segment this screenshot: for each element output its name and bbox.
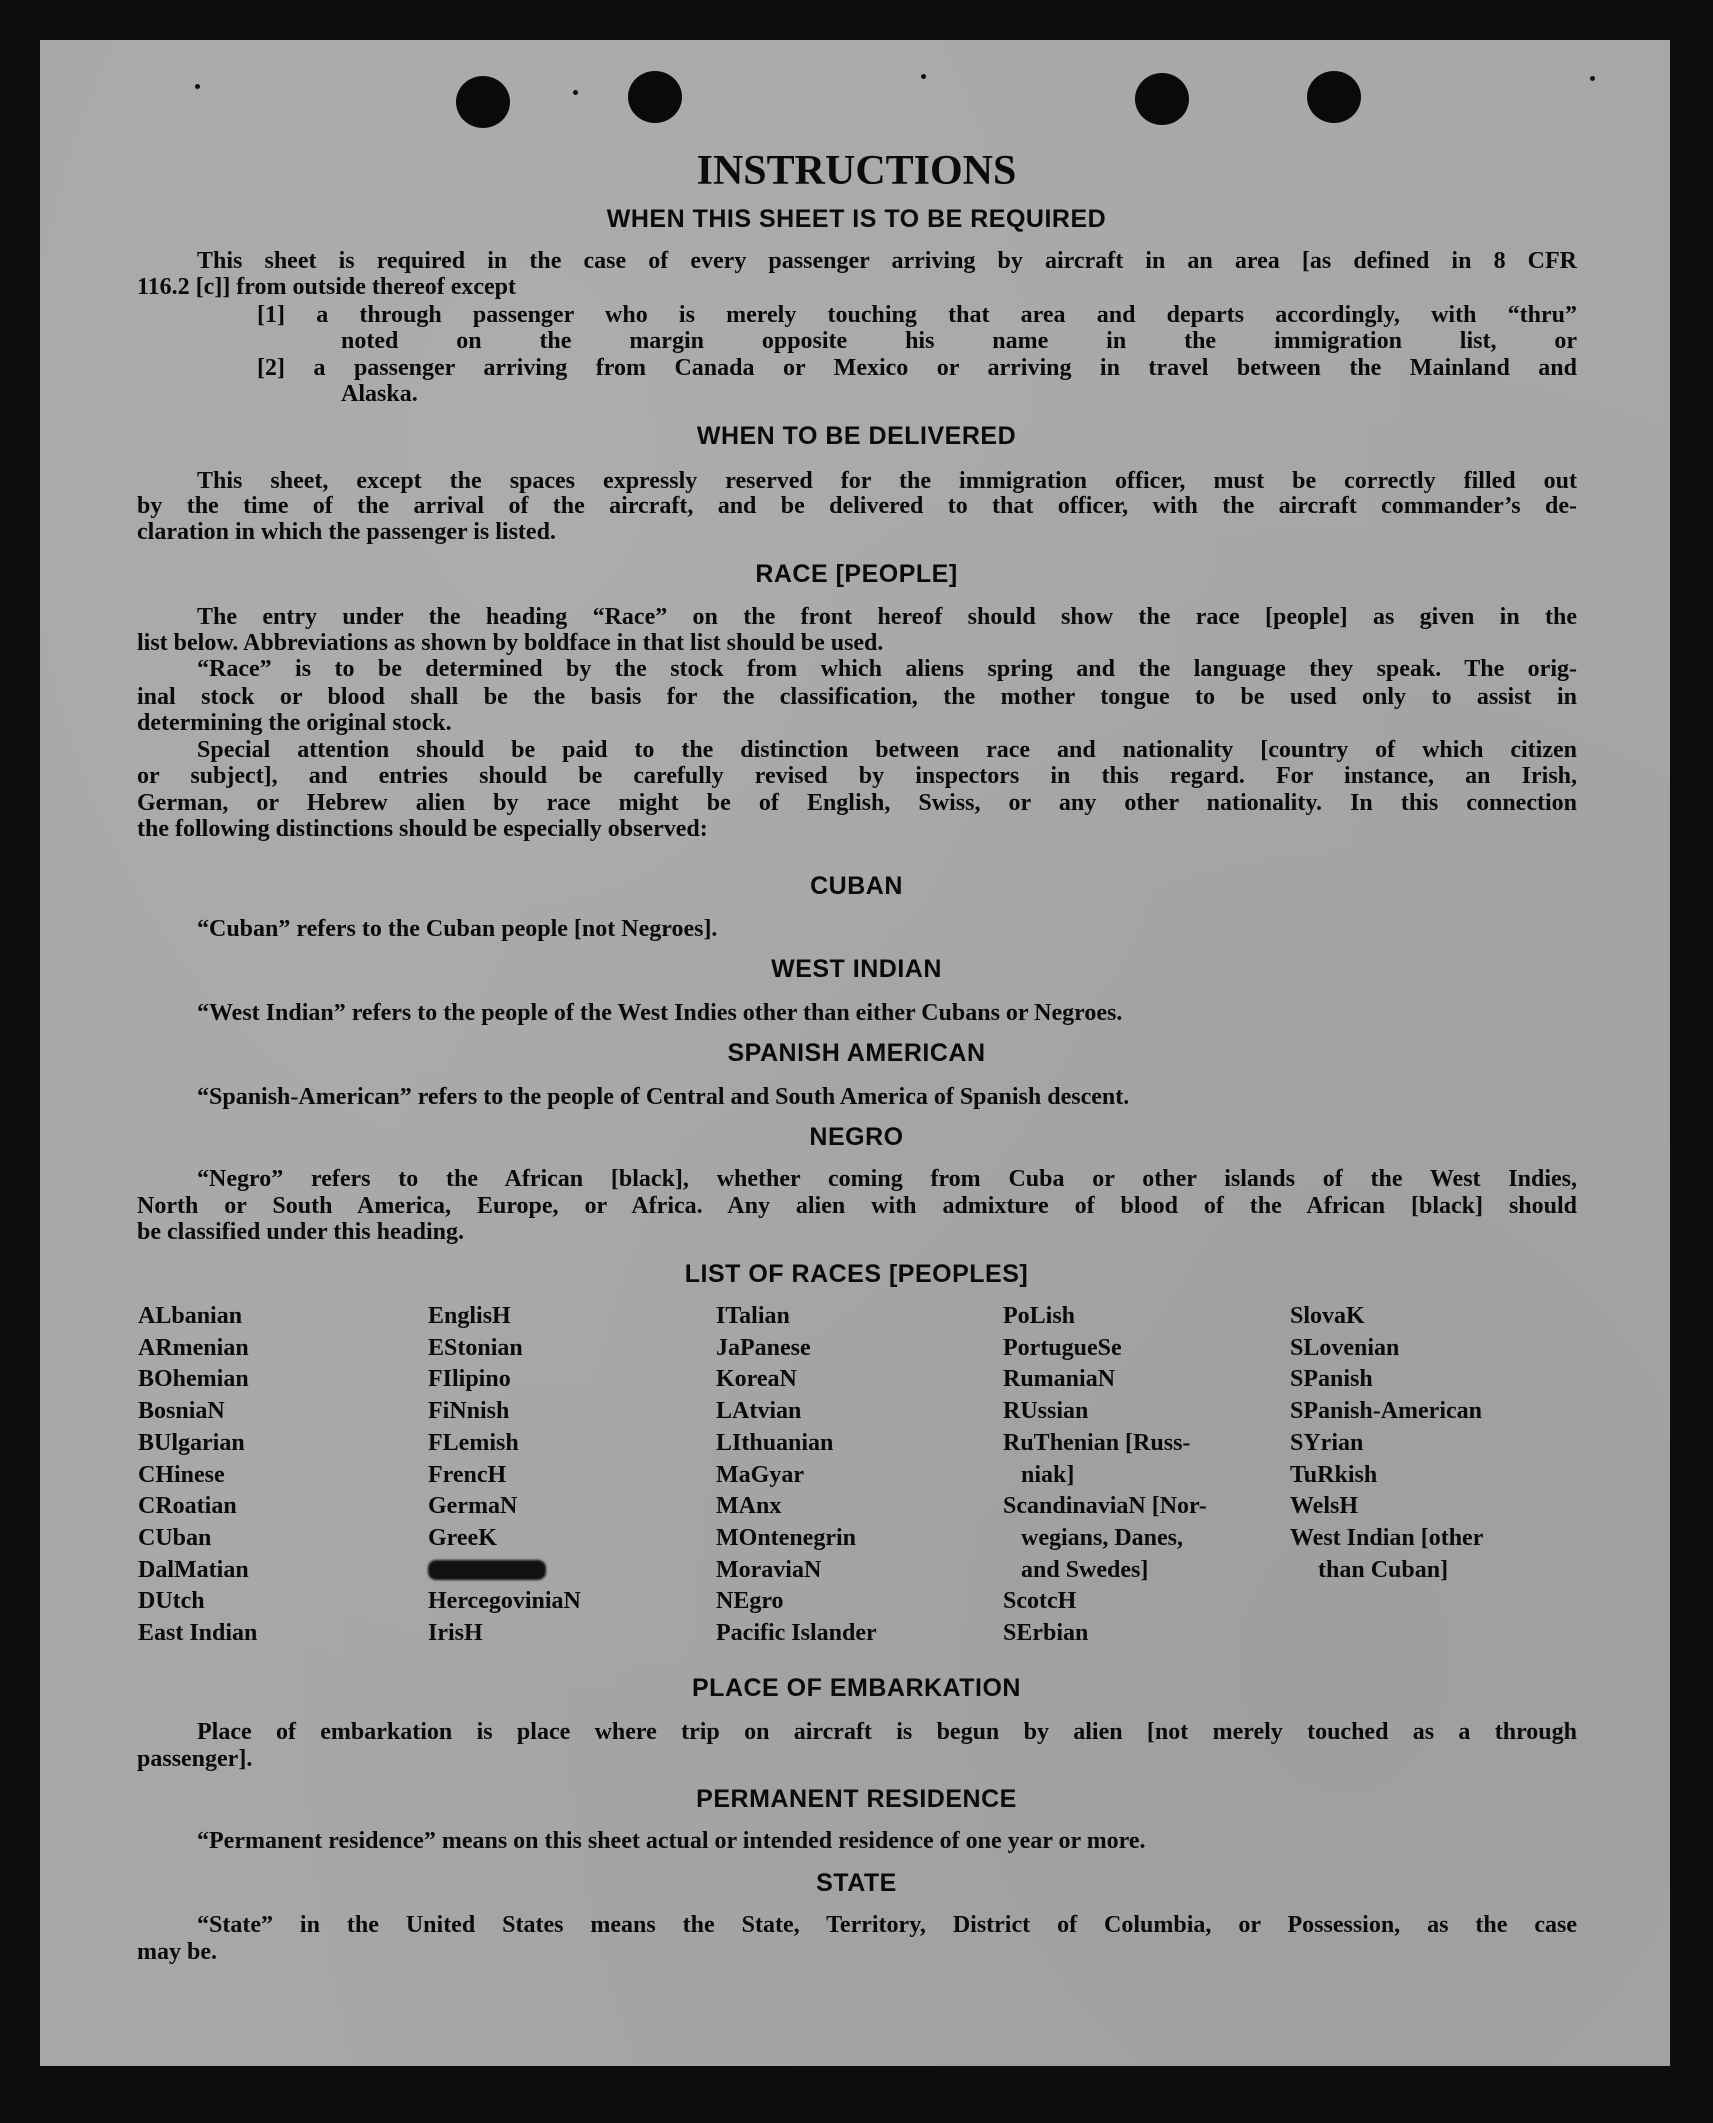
heading-state: STATE: [816, 1869, 897, 1897]
race-entry-continuation: than Cuban]: [1318, 1556, 1449, 1583]
text-line: “Spanish-American” refers to the people of Central and South America of Spanish descent.: [197, 1084, 1130, 1110]
race-entry: MaGyar: [716, 1461, 804, 1488]
heading-delivered: WHEN TO BE DELIVERED: [696, 422, 1017, 450]
race-entry: MOntenegrin: [716, 1524, 856, 1551]
list-item-line: [2] a passenger arriving from Canada or Mexico or arriving in travel between the Mainland and: [257, 355, 1577, 381]
heading-west-indian: WEST INDIAN: [771, 955, 942, 983]
race-entry: Pacific Islander: [716, 1620, 877, 1646]
text-line: Special attention should be paid to the distinction between race and nationality [country of which citizen: [197, 737, 1577, 763]
race-entry: West Indian [other: [1290, 1524, 1484, 1551]
race-entry: MAnx: [716, 1493, 782, 1520]
race-entry: PoLish: [1003, 1303, 1076, 1329]
race-entry: ScotcH: [1003, 1588, 1077, 1615]
race-entry: SPanish: [1290, 1366, 1373, 1393]
race-entry: NEgro: [716, 1588, 784, 1615]
race-entry: BosniaN: [138, 1398, 225, 1425]
race-entry: CRoatian: [138, 1493, 237, 1520]
race-entry: LIthuanian: [716, 1429, 834, 1456]
text-line: passenger].: [137, 1746, 253, 1772]
race-entry: KoreaN: [716, 1366, 797, 1393]
text-line: “Cuban” refers to the Cuban people [not Negroes].: [197, 916, 718, 942]
race-entry: GreeK: [428, 1524, 497, 1551]
race-entry: BOhemian: [138, 1366, 249, 1393]
race-entry: CUban: [138, 1524, 212, 1551]
punch-hole: [456, 76, 510, 128]
race-entry: JaPanese: [716, 1334, 811, 1361]
heading-residence: PERMANENT RESIDENCE: [696, 1785, 1017, 1813]
race-entry: East Indian: [138, 1620, 258, 1646]
list-item-line: noted on the margin opposite his name in the immigration list, or: [341, 328, 1577, 354]
race-entry-continuation: niak]: [1021, 1461, 1075, 1488]
heading-spanish-american: SPANISH AMERICAN: [727, 1039, 986, 1067]
race-entry: ALbanian: [138, 1303, 243, 1329]
list-item-line: Alaska.: [341, 381, 418, 407]
race-entry: SlovaK: [1290, 1303, 1365, 1329]
race-entry: PortugueSe: [1003, 1334, 1122, 1361]
race-entry: SErbian: [1003, 1620, 1089, 1646]
text-line: North or South America, Europe, or Africa. Any alien with admixture of blood of the African [black] should: [137, 1193, 1577, 1219]
race-entry: FiNnish: [428, 1398, 510, 1425]
speck: [195, 84, 200, 89]
text-line: “Race” is to be determined by the stock from which aliens spring and the language they speak. The orig-: [197, 656, 1577, 682]
race-entry-continuation: wegians, Danes,: [1021, 1524, 1184, 1551]
race-entry: EnglisH: [428, 1303, 511, 1329]
heading-race: RACE [PEOPLE]: [755, 560, 958, 588]
text-line: “Negro” refers to the African [black], whether coming from Cuba or other islands of the West Indies,: [197, 1166, 1577, 1192]
text-line: The entry under the heading “Race” on the front hereof should show the race [people] as given in the: [197, 604, 1577, 630]
text-line: “Permanent residence” means on this sheet actual or intended residence of one year or more.: [197, 1828, 1146, 1854]
text-line: This sheet is required in the case of every passenger arriving by aircraft in an area [as defined in 8 CFR: [197, 248, 1577, 274]
text-line: the following distinctions should be especially observed:: [137, 816, 708, 842]
race-entry: MoraviaN: [716, 1556, 822, 1583]
heading-cuban: CUBAN: [810, 872, 903, 900]
race-entry: DalMatian: [138, 1556, 249, 1583]
race-entry: IrisH: [428, 1620, 483, 1646]
text-line: be classified under this heading.: [137, 1219, 464, 1245]
speck: [573, 90, 578, 95]
text-line: by the time of the arrival of the aircraft, and be delivered to that officer, with the aircraft commander’s de-: [137, 493, 1577, 519]
race-entry: HercegoviniaN: [428, 1588, 581, 1615]
race-entry: SLovenian: [1290, 1334, 1400, 1361]
race-entry: SYrian: [1290, 1429, 1364, 1456]
race-entry: EStonian: [428, 1334, 523, 1361]
race-entry: FrencH: [428, 1461, 507, 1488]
race-entry: CHinese: [138, 1461, 225, 1488]
race-entry: WelsH: [1290, 1493, 1359, 1520]
text-line: “West Indian” refers to the people of the West Indies other than either Cubans or Negroes.: [197, 1000, 1123, 1026]
redaction-mark: [428, 1560, 546, 1580]
race-entry: ARmenian: [138, 1334, 249, 1361]
race-entry: RumaniaN: [1003, 1366, 1116, 1393]
race-entry: FIlipino: [428, 1366, 511, 1393]
heading-list-of-races: LIST OF RACES [PEOPLES]: [684, 1260, 1029, 1288]
race-entry: GermaN: [428, 1493, 518, 1520]
race-entry: RuThenian [Russ-: [1003, 1429, 1191, 1456]
text-line: “State” in the United States means the State, Territory, District of Columbia, or Possession, as the case: [197, 1912, 1577, 1938]
text-line: determining the original stock.: [137, 710, 452, 736]
heading-embarkation: PLACE OF EMBARKATION: [692, 1674, 1021, 1702]
race-entry: DUtch: [138, 1588, 205, 1615]
punch-hole: [1307, 71, 1361, 123]
text-line: or subject], and entries should be carefully revised by inspectors in this regard. For instance, an Irish,: [137, 763, 1577, 789]
race-entry: ITalian: [716, 1303, 790, 1329]
list-item-line: [1] a through passenger who is merely touching that area and departs accordingly, with “thru”: [257, 302, 1577, 328]
race-entry: ScandinaviaN [Nor-: [1003, 1493, 1207, 1520]
punch-hole: [1135, 73, 1189, 125]
page-title: INSTRUCTIONS: [696, 148, 1017, 194]
text-line: This sheet, except the spaces expressly reserved for the immigration officer, must be correctly filled out: [197, 468, 1577, 494]
text-line: Place of embarkation is place where trip on aircraft is begun by alien [not merely touched as a through: [197, 1719, 1577, 1745]
text-line: 116.2 [c]] from outside thereof except: [137, 274, 517, 300]
race-entry: SPanish-American: [1290, 1398, 1482, 1425]
speck: [1590, 76, 1595, 81]
heading-negro: NEGRO: [809, 1123, 904, 1151]
race-entry: BUlgarian: [138, 1429, 245, 1456]
text-line: claration in which the passenger is listed.: [137, 519, 556, 545]
speck: [921, 74, 926, 79]
text-line: list below. Abbreviations as shown by boldface in that list should be used.: [137, 630, 884, 656]
heading-required: WHEN THIS SHEET IS TO BE REQUIRED: [606, 205, 1107, 233]
text-line: German, or Hebrew alien by race might be of English, Swiss, or any other nationality. In this connection: [137, 790, 1577, 816]
text-line: may be.: [137, 1939, 217, 1965]
race-entry: FLemish: [428, 1429, 519, 1456]
text-line: inal stock or blood shall be the basis for the classification, the mother tongue to be used only to assist in: [137, 684, 1577, 710]
punch-hole: [628, 71, 682, 123]
race-entry: RUssian: [1003, 1398, 1089, 1425]
race-entry-continuation: and Swedes]: [1021, 1556, 1149, 1583]
race-entry: TuRkish: [1290, 1461, 1378, 1488]
race-entry: LAtvian: [716, 1398, 802, 1425]
